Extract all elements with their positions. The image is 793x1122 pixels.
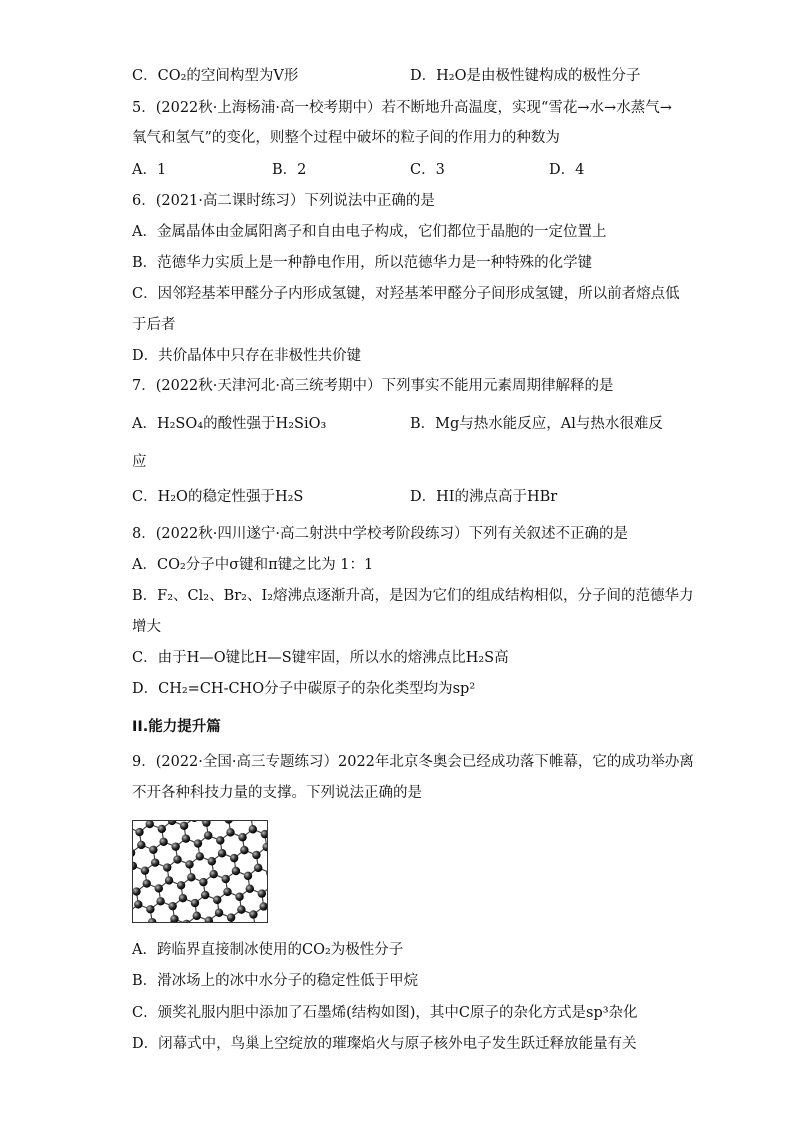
carbon-atom: [173, 855, 181, 863]
q5-option-a: A．1: [132, 162, 167, 178]
carbon-atom: [261, 830, 267, 838]
q5-stem-line1: 5．(2022秋·上海杨浦·高一校考期中）若不断地升高温度，实现“雪花→水→水蒸气→: [132, 100, 672, 116]
q7-option-a: A．H₂SO₄的酸性强于H₂SiO₃: [132, 416, 327, 432]
carbon-atom: [230, 854, 238, 862]
carbon-atom: [165, 876, 173, 884]
carbon-atom: [134, 900, 142, 908]
q8-stem: 8．(2022秋·四川遂宁·高二射洪中学校考阶段练习）下列有关叙述不正确的是: [132, 526, 628, 542]
q7-stem: 7．(2022秋·天津河北·高三统考期中）下列事实不能用元素周期律解释的是: [132, 378, 614, 394]
section-heading: II.能力提升篇: [132, 719, 221, 735]
q9-option-d: D．闭幕式中，鸟巢上空绽放的璀璨焰火与原子核外电子发生跃迁释放能量有关: [132, 1036, 637, 1052]
q7-option-b-line1: B．Mg与热水能反应，Al与热水很难反: [410, 416, 663, 432]
carbon-atom: [155, 884, 163, 892]
carbon-atom: [146, 821, 154, 828]
q6-option-d: D．共价晶体中只存在非极性共价键: [132, 348, 362, 364]
carbon-atom: [204, 831, 212, 839]
q5-option-d: D．4: [549, 162, 585, 178]
carbon-atom: [182, 920, 190, 922]
carbon-atom: [235, 893, 243, 901]
q6-option-a: A．金属晶体由金属阳离子和自由电子构成，它们都位于晶胞的一定位置上: [132, 224, 607, 240]
carbon-atom: [179, 894, 187, 902]
carbon-atom: [168, 902, 176, 910]
carbon-atom: [190, 821, 198, 822]
carbon-atom: [202, 821, 210, 827]
carbon-atom: [252, 851, 260, 859]
graphene-structure-figure: [132, 820, 268, 923]
q6-option-c-line1: C．因邻羟基苯甲醛分子内形成氢键，对羟基苯甲醛分子间形成氢键，所以前者熔点低: [132, 286, 680, 302]
carbon-atom: [137, 841, 145, 849]
carbon-atom: [258, 889, 266, 897]
q6-option-b: B．范德华力实质上是一种静电作用，所以范德华力是一种特殊的化学键: [132, 255, 593, 271]
carbon-atom: [249, 910, 257, 918]
carbon-atom: [141, 866, 149, 874]
q8-option-b-line1: B．F₂、Cl₂、Br₂、I₂熔沸点逐渐升高，是因为它们的组成结构相似，分子间的范德华力: [132, 588, 694, 604]
carbon-atom: [196, 852, 204, 860]
carbon-atom: [221, 875, 229, 883]
carbon-atom: [168, 821, 176, 825]
q9-stem-line1: 9．(2022·全国·高三专题练习）2022年北京冬奥会已经成功落下帷幕，它的成功举办离: [132, 754, 694, 770]
carbon-atom: [224, 821, 232, 824]
carbon-atom: [177, 881, 185, 889]
carbon-atom: [133, 862, 137, 870]
carbon-atom: [191, 899, 199, 907]
q8-option-c: C．由于H—O键比H—S键牢固，所以水的熔沸点比H₂S高: [132, 650, 509, 666]
carbon-atom: [199, 878, 207, 886]
q9-option-b: B．滑冰场上的冰中水分子的稳定性低于甲烷: [132, 973, 419, 989]
carbon-atom: [205, 917, 213, 922]
carbon-atom: [223, 888, 231, 896]
carbon-atom: [216, 836, 224, 844]
q4-option-d: D．H₂O是由极性键构成的极性分子: [410, 68, 641, 84]
q9-option-a: A．跨临界直接制冰使用的CO₂为极性分子: [132, 942, 404, 958]
carbon-atom: [208, 857, 216, 865]
q5-option-b: B．2: [272, 162, 307, 178]
carbon-atom: [182, 834, 190, 842]
carbon-atom: [218, 849, 226, 857]
q7-option-b-line2: 应: [132, 454, 147, 470]
carbon-atom: [209, 870, 217, 878]
carbon-atom: [148, 918, 156, 922]
q6-stem: 6．(2021·高二课时练习）下列说法中正确的是: [132, 193, 435, 209]
graphene-lattice-icon: [133, 821, 267, 922]
q8-option-a: A．CO₂分子中σ键和π键之比为 1：1: [132, 557, 374, 573]
carbon-atom: [266, 869, 267, 877]
carbon-atom: [201, 891, 209, 899]
q8-option-b-line2: 增大: [132, 619, 161, 635]
carbon-atom: [254, 864, 262, 872]
carbon-atom: [227, 913, 235, 921]
carbon-atom: [159, 838, 167, 846]
carbon-atom: [249, 825, 257, 833]
q9-option-c: C．颁奖礼服内胆中添加了石墨烯(结构如图)，其中C原子的杂化方式是sp³杂化: [132, 1005, 638, 1021]
q9-stem-line2: 不开各种科技力量的支撑。下列说法正确的是: [132, 785, 422, 801]
carbon-atom: [158, 825, 166, 833]
carbon-atom: [149, 846, 157, 854]
carbon-atom: [244, 872, 252, 880]
q4-option-c: C．CO₂的空间构型为V形: [132, 68, 299, 84]
carbon-atom: [143, 879, 151, 887]
carbon-atom: [232, 867, 240, 875]
q5-option-c: C．3: [410, 162, 445, 178]
q5-stem-line2: 氧气和氢气”的变化，则整个过程中破坏的粒子间的作用力的种数为: [132, 130, 560, 146]
carbon-atom: [185, 860, 193, 868]
q7-option-c: C．H₂O的稳定性强于H₂S: [132, 489, 304, 505]
carbon-atom: [238, 833, 246, 841]
carbon-atom: [215, 909, 223, 917]
carbon-atom: [237, 905, 245, 913]
carbon-atom: [180, 822, 188, 830]
carbon-atom: [151, 858, 159, 866]
carbon-atom: [146, 905, 154, 913]
carbon-atom: [240, 846, 248, 854]
carbon-atom: [171, 842, 179, 850]
carbon-atom: [156, 897, 164, 905]
carbon-atom: [194, 839, 202, 847]
q7-option-d: D．HI的沸点高于HBr: [410, 489, 558, 505]
carbon-atom: [163, 863, 171, 871]
carbon-atom: [187, 873, 195, 881]
carbon-atom: [170, 915, 178, 922]
carbon-atom: [213, 896, 221, 904]
carbon-atom: [193, 912, 201, 920]
carbon-atom: [226, 828, 234, 836]
carbon-atom: [133, 921, 134, 922]
q6-option-c-line2: 于后者: [132, 317, 176, 333]
carbon-atom: [135, 828, 143, 836]
q8-option-d: D．CH₂=CH-CHO分子中碳原子的杂化类型均为sp²: [132, 681, 476, 697]
carbon-atom: [246, 885, 254, 893]
